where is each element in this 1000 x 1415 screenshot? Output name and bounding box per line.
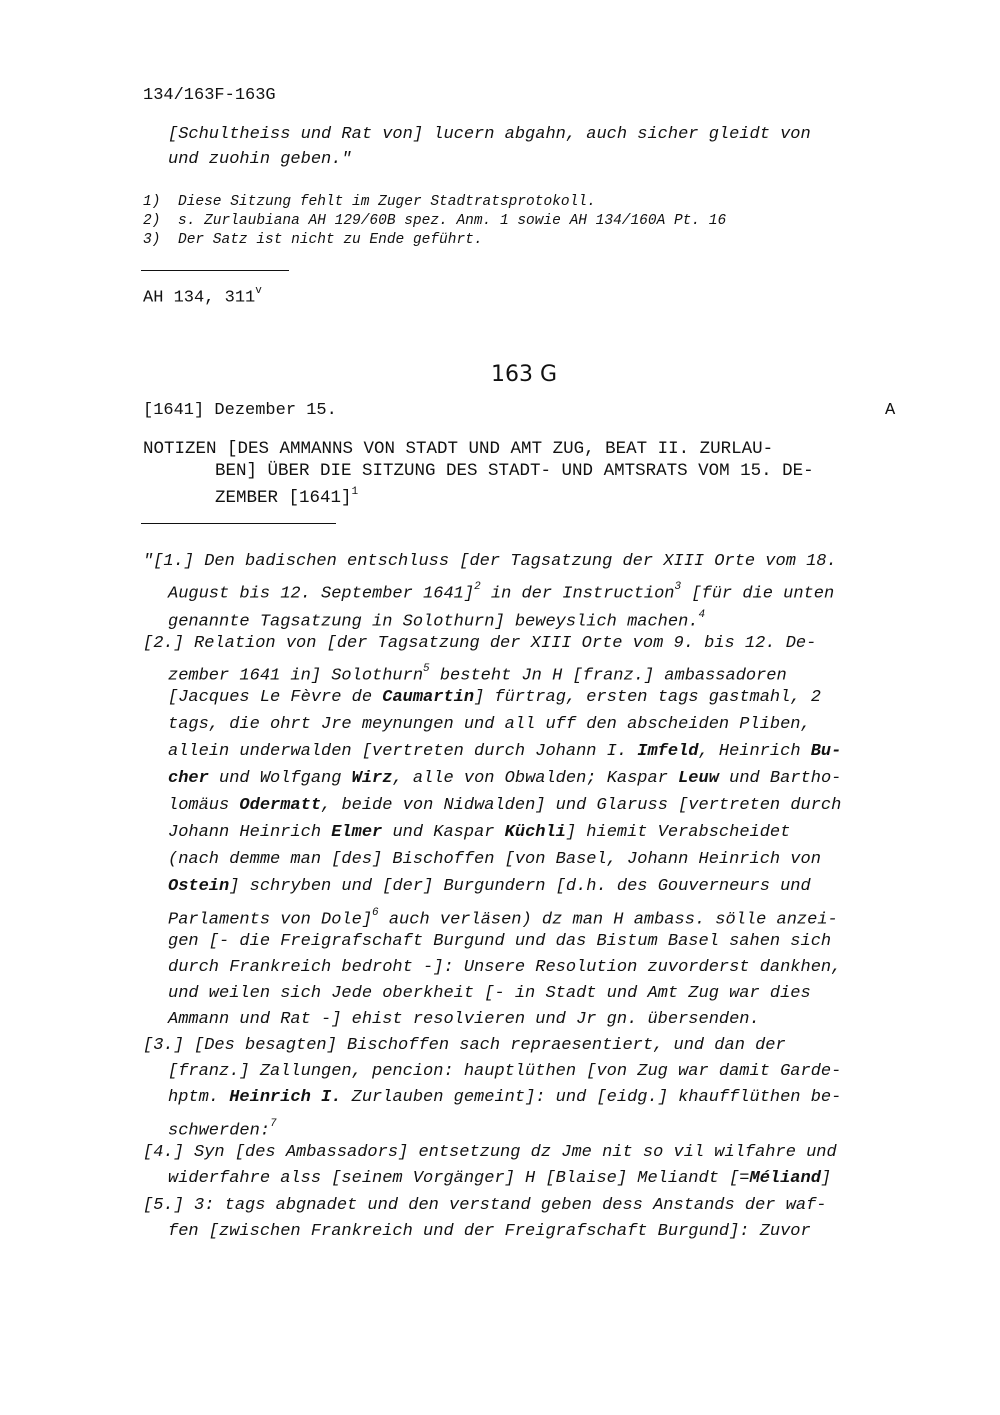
name-emphasis: Küchli [504, 823, 566, 842]
name-emphasis: Elmer [331, 823, 383, 842]
body-line [168, 1219, 811, 1245]
body-text-segment: [5.] 3: tags abgnadet und den verstand geben dess Anstands der waf- [143, 1196, 827, 1215]
footnote-marker: 2 [474, 581, 481, 593]
body-text-segment: in der Instruction [480, 584, 675, 604]
body-line [168, 1007, 760, 1033]
body-text-segment: , Heinrich [698, 742, 811, 761]
title-divider [141, 523, 336, 524]
body-text-segment: widerfahre alss [seinem Vorgänger] H [Blaise] Meliandt [= [168, 1169, 750, 1188]
body-text-segment: ] schryben und [der] Burgundern [d.h. des Gouverneurs und [229, 877, 811, 896]
name-emphasis: Leuw [678, 769, 719, 788]
body-text-segment: zember 1641 in] Solothurn [168, 666, 424, 686]
source-reference [143, 287, 262, 308]
continuation-line: [Schultheiss und Rat von] lucern abgahn, auch sicher gleidt von [168, 125, 811, 144]
body-text-segment: Zurlauben gemeint]: und [eidg.] khaufflüthen be- [341, 1088, 842, 1107]
body-line [168, 1085, 841, 1111]
body-text-segment: schwerden: [168, 1121, 271, 1141]
name-emphasis: Méliand [749, 1169, 821, 1188]
footnote-marker: 5 [423, 663, 430, 675]
footnote-number: 3) [143, 232, 161, 248]
name-emphasis: Wirz [351, 769, 393, 788]
continuation-line: und zuohin geben." [168, 150, 352, 169]
footnote-text: s. Zurlaubiana AH 129/60B spez. Anm. 1 sowie AH 134/160A Pt. 16 [178, 213, 727, 229]
body-text-segment: ] fürtrag, ersten tags gastmahl, 2 [474, 688, 821, 707]
body-line [168, 712, 811, 738]
document-title-line [215, 482, 358, 510]
name-emphasis: Ostein [168, 877, 230, 896]
body-line [168, 576, 834, 608]
name-emphasis: Imfeld [637, 742, 699, 761]
body-text-segment: und Wolfgang [208, 769, 352, 788]
footnote-marker: 6 [372, 907, 379, 919]
body-line [168, 981, 811, 1007]
document-version-mark: A [885, 401, 896, 420]
body-text-segment: ] [820, 1169, 832, 1188]
body-line [168, 847, 821, 873]
source-reference-superscript: v [255, 285, 262, 297]
body-text-segment: und Bartho- [718, 769, 842, 788]
body-line [168, 1166, 831, 1192]
body-text-segment: Johann Heinrich [168, 823, 332, 842]
title-footnote-marker: 1 [351, 486, 359, 498]
body-line [168, 1059, 841, 1085]
body-line [168, 955, 841, 981]
body-text-segment: fen [zwischen Frankreich und der Freigrafschaft Burgund]: Zuvor [168, 1222, 811, 1241]
document-number: 163 G [490, 362, 558, 387]
document-title-text: ZEMBER [1641] [215, 487, 352, 508]
body-text-segment: [für die unten [681, 584, 835, 604]
body-line [143, 549, 837, 575]
name-emphasis: Bu- [810, 742, 842, 761]
footnote-marker: 3 [674, 581, 682, 593]
body-text-segment: [2.] Relation von [der Tagsatzung der XIII Orte vom 9. bis 12. De- [143, 634, 817, 653]
name-emphasis: Caumartin [382, 688, 475, 707]
body-line [168, 820, 790, 846]
body-text-segment: ] hiemit Verabscheidet [565, 823, 791, 842]
body-line [168, 685, 821, 711]
body-line [143, 1033, 786, 1059]
body-line [143, 1140, 837, 1166]
body-text-segment: [franz.] Zallungen, pencion: hauptlüthen [von Zug war damit Garde- [168, 1062, 842, 1081]
body-text-segment: und Kaspar [382, 823, 505, 842]
footnote-marker: 7 [270, 1118, 277, 1130]
body-text-segment: und weilen sich Jede oberkheit [- in Stadt und Amt Zug war dies [168, 984, 811, 1003]
body-text-segment: lomäus [168, 796, 240, 815]
body-text-segment: , alle von Obwalden; Kaspar [392, 769, 679, 788]
body-text-segment: auch verläsen) dz man H ambass. sölle anzei- [378, 910, 838, 930]
body-line [143, 631, 816, 657]
body-text-segment: "[1.] Den badischen entschluss [der Tagsatzung der XIII Orte vom 18. [143, 552, 837, 571]
body-line [168, 874, 811, 900]
footnote-text: Diese Sitzung fehlt im Zuger Stadtratsprotokoll. [178, 194, 596, 210]
body-text-segment: durch Frankreich bedroht -]: Unsere Resolution zuvorderst dankhen, [168, 958, 842, 977]
footnote-number: 1) [143, 194, 161, 210]
document-title-line: NOTIZEN [DES AMMANNS VON STADT UND AMT ZUG, BEAT II. ZURLAU- [143, 439, 774, 459]
body-line [168, 793, 841, 819]
page-header-reference: 134/163F-163G [143, 86, 276, 105]
footnote-text: Der Satz ist nicht zu Ende geführt. [178, 232, 483, 248]
body-line [168, 739, 841, 765]
body-text-segment: tags, die ohrt Jre meynungen und all uff den abscheiden Pliben, [168, 715, 811, 734]
source-reference-text: AH 134, 311 [143, 288, 256, 308]
footnote-number: 2) [143, 213, 161, 229]
document-title-line: BEN] ÜBER DIE SITZUNG DES STADT- UND AMTSRATS VOM 15. DE- [215, 461, 814, 481]
body-text-segment: besteht Jn H [franz.] ambassadoren [429, 666, 787, 686]
body-text-segment: hptm. [168, 1088, 230, 1107]
name-emphasis: cher [168, 769, 209, 788]
body-text-segment: Ammann und Rat -] ehist resolvieren und Jr gn. übersenden. [168, 1010, 760, 1029]
footnote-marker: 4 [698, 609, 706, 621]
body-line [168, 766, 841, 792]
body-text-segment: gen [- die Freigrafschaft Burgund und das Bistum Basel sahen sich [168, 932, 832, 951]
body-text-segment: Parlaments von Dole] [168, 910, 373, 930]
name-emphasis: Heinrich I. [229, 1088, 342, 1107]
body-line [143, 1193, 827, 1219]
body-text-segment: , beide von Nidwalden] und Glaruss [vertreten durch [321, 796, 842, 815]
body-line [168, 929, 831, 955]
body-text-segment: (nach demme man [des] Bischoffen [von Basel, Johann Heinrich von [168, 850, 821, 869]
document-date: [1641] Dezember 15. [143, 401, 337, 420]
body-text-segment: [3.] [Des besagten] Bischoffen sach repraesentiert, und dan der [143, 1036, 786, 1055]
body-text-segment: [4.] Syn [des Ambassadors] entsetzung dz Jme nit so vil wilfahre und [143, 1143, 837, 1162]
footnote-divider [141, 270, 289, 271]
body-text-segment: [Jacques Le Fèvre de [168, 688, 383, 707]
body-text-segment: August bis 12. September 1641] [168, 584, 475, 604]
body-text-segment: genannte Tagsatzung in Solothurn] beweyslich machen. [168, 612, 699, 632]
body-text-segment: allein underwalden [vertreten durch Johann I. [168, 742, 638, 761]
name-emphasis: Odermatt [239, 796, 322, 815]
